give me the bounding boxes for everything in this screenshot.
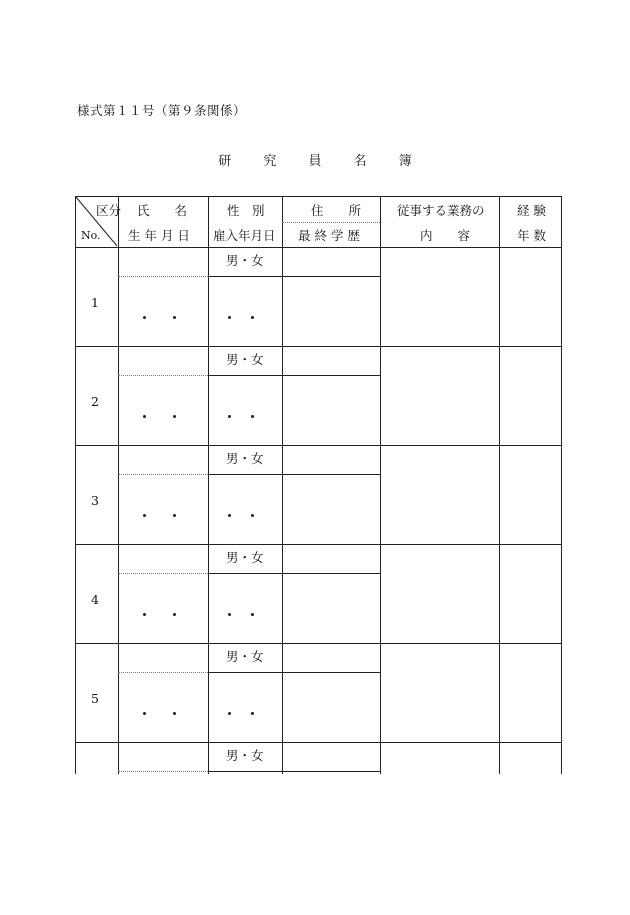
row-number: 2 <box>91 394 99 409</box>
column-line <box>75 196 76 774</box>
gender-label: 男・女 <box>226 253 264 268</box>
hire-date-dot <box>228 415 231 418</box>
hire-date-dot <box>228 316 231 319</box>
birthdate-dot <box>173 712 176 715</box>
row-number: 4 <box>91 592 99 607</box>
researcher-roster-table <box>75 196 562 774</box>
birthdate-dot <box>173 316 176 319</box>
name-divider <box>118 771 208 772</box>
header-address-divider <box>282 222 380 223</box>
row-number: 5 <box>91 691 99 706</box>
hire-date-dot <box>251 514 254 517</box>
birthdate-dot <box>143 613 146 616</box>
hire-date-dot <box>251 613 254 616</box>
header-category: 区分 <box>96 203 122 218</box>
header-duties: 従事する業務の <box>397 203 485 218</box>
header-diagonal-line <box>75 196 118 247</box>
row-bottom-border <box>75 445 562 446</box>
header-education: 最 終 学 歴 <box>298 228 360 243</box>
gender-address-divider <box>208 375 380 376</box>
birthdate-dot <box>173 514 176 517</box>
name-divider <box>118 375 208 376</box>
header-bottom-border <box>75 247 562 248</box>
gender-address-divider <box>208 276 380 277</box>
header-experience: 経 験 <box>517 203 546 218</box>
birthdate-dot <box>143 316 146 319</box>
gender-label: 男・女 <box>226 352 264 367</box>
birthdate-dot <box>173 415 176 418</box>
hire-date-dot <box>228 712 231 715</box>
birthdate-dot <box>143 514 146 517</box>
name-divider <box>118 474 208 475</box>
header-number: No. <box>81 229 101 242</box>
document-title: 研 究 員 名 簿 <box>218 154 412 169</box>
gender-label: 男・女 <box>226 451 264 466</box>
row-bottom-border <box>75 346 562 347</box>
column-line <box>118 196 119 774</box>
header-gender: 性 別 <box>227 203 265 218</box>
row-bottom-border <box>75 544 562 545</box>
header-address: 住 所 <box>311 203 362 218</box>
row-number: 1 <box>91 295 99 310</box>
hire-date-dot <box>251 415 254 418</box>
row-bottom-border <box>75 643 562 644</box>
header-hire-date: 雇入年月日 <box>213 228 276 243</box>
row-number: 3 <box>91 493 99 508</box>
birthdate-dot <box>143 415 146 418</box>
hire-date-dot <box>251 712 254 715</box>
hire-date-dot <box>251 316 254 319</box>
header-birthdate: 生 年 月 日 <box>128 228 190 243</box>
column-line <box>499 196 500 774</box>
name-divider <box>118 573 208 574</box>
header-name: 氏 名 <box>137 203 188 218</box>
header-experience-years: 年 数 <box>517 228 546 243</box>
gender-label: 男・女 <box>226 748 264 763</box>
name-divider <box>118 672 208 673</box>
header-duties-content: 内 容 <box>420 228 471 243</box>
name-divider <box>118 276 208 277</box>
birthdate-dot <box>173 613 176 616</box>
row-bottom-border <box>75 742 562 743</box>
hire-date-dot <box>228 613 231 616</box>
birthdate-dot <box>143 712 146 715</box>
gender-address-divider <box>208 771 380 772</box>
hire-date-dot <box>228 514 231 517</box>
gender-address-divider <box>208 672 380 673</box>
gender-address-divider <box>208 573 380 574</box>
column-line <box>561 196 562 774</box>
column-line <box>282 196 283 774</box>
form-number: 様式第１１号（第９条関係） <box>77 103 247 118</box>
gender-label: 男・女 <box>226 550 264 565</box>
gender-label: 男・女 <box>226 649 264 664</box>
table-top-border <box>75 196 562 197</box>
column-line <box>208 196 209 774</box>
column-line <box>380 196 381 774</box>
gender-address-divider <box>208 474 380 475</box>
